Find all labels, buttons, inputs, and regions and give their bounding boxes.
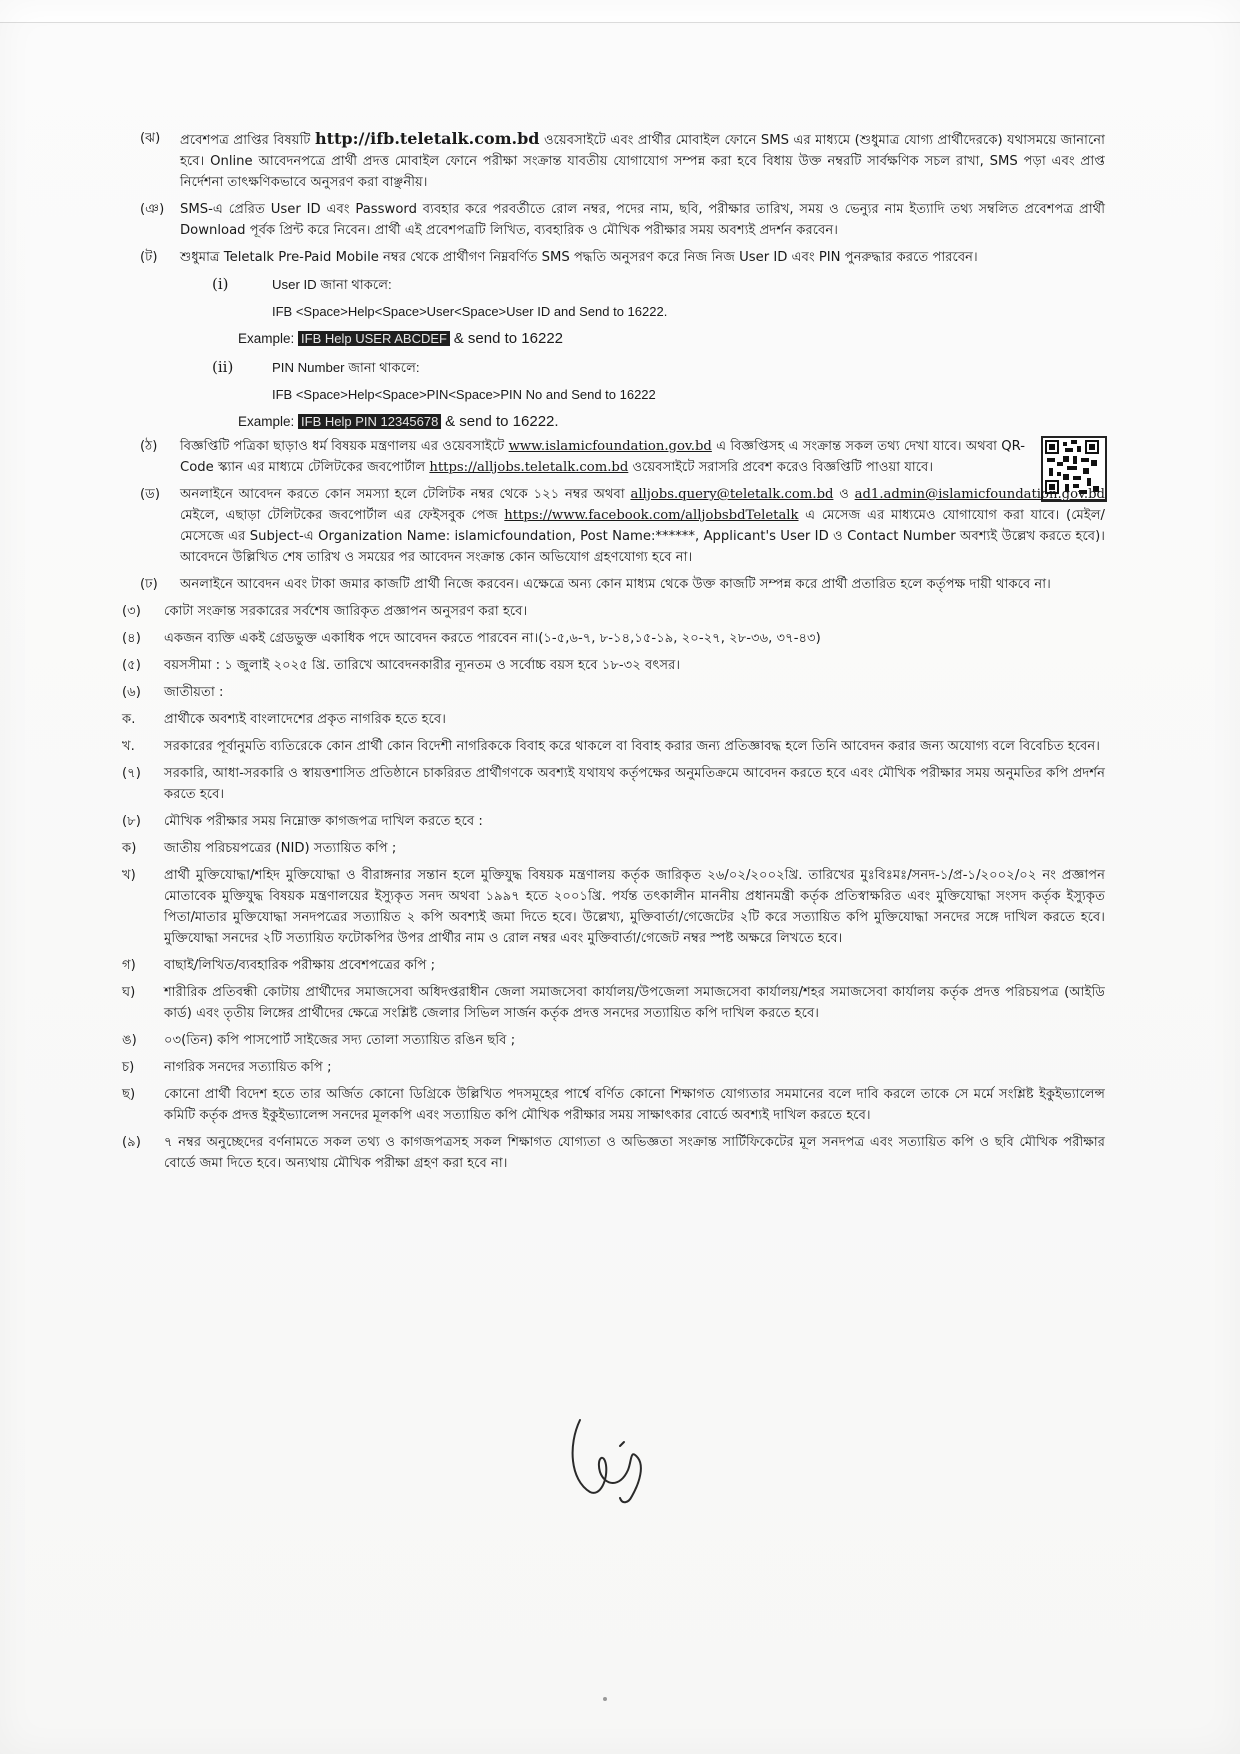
roman-label: (i) xyxy=(212,275,229,293)
example-highlight: IFB Help PIN 12345678 xyxy=(298,414,441,429)
clause-label: (ঞ) xyxy=(140,202,165,217)
sms-userid-title: User ID জানা থাকলে: xyxy=(272,277,392,292)
clause-text: প্রবেশপত্র প্রাপ্তির বিষয়টি http://ifb.teletalk.com.bd ওয়েবসাইটে এবং প্রার্থীর মোবাইল ফোনে SMS এর মাধ্যমে (শুধুমাত্র যোগ্য প্রার্থীদেরকে) যথাসময়ে জানানো হবে। Online আবেদনপত্রে প্রার্থী প্রদত্ত মোবাইল ফোনে পরীক্ষা সংক্রান্ত যাবতীয় যোগাযোগ সম্পন্ন করা হবে বিধায় উক্ত নম্বরটি সার্বক্ষণিক সচল রাখা, SMS পড়া এবং প্রাপ্ত নির্দেশনা তাৎক্ষণিকভাবে অনুসরণ করা বাঞ্ছনীয়। xyxy=(180,129,1105,190)
clause-text: কোনো প্রার্থী বিদেশ হতে তার অর্জিত কোনো ডিগ্রিকে উল্লিখিত পদসমূহের পার্শ্বে বর্ণিত কোনো শিক্ষাগত যোগ্যতার সমমানের বলে দাবি করলে তাকে সে মর্মে সংশ্লিষ্ট ইকুইভ্যালেন্স কমিটি কর্তৃক প্রদত্ত ইকুইভ্যালেন্স সনদের মূলকপি এবং সত্যায়িত কপি মৌখিক পরীক্ষার সময় সাক্ষাৎকার বোর্ডে অবশ্যই দাখিল করতে হবে। xyxy=(164,1087,1105,1123)
clause-text: শারীরিক প্রতিবন্ধী কোটায় প্রার্থীদের সমাজসেবা অধিদপ্তরাধীন জেলা সমাজসেবা কার্যালয়/উপজেলা সমাজসেবা কার্যালয়/শহর সমাজসেবা কার্যালয় কর্তৃক প্রদত্ত পরিচয়পত্র (আইডি কার্ড) এবং তৃতীয় লিঙ্গের প্রার্থীদের ক্ষেত্রে সংশ্লিষ্ট জেলার সিভিল সার্জন কর্তৃক প্রদত্ত সনদের সত্যায়িত কপি দাখিল করতে হবে। xyxy=(164,985,1105,1021)
document-chha xyxy=(122,1084,1105,1126)
islamic-foundation-link[interactable]: www.islamicfoundation.gov.bd xyxy=(508,439,712,454)
sms-pin-row xyxy=(212,357,1105,378)
clause-text: বয়সসীমা : ১ জুলাই ২০২৫ খ্রি. তারিখে আবেদনকারীর ন্যূনতম ও সর্বোচ্চ বয়স হবে ১৮-৩২ বৎসর। xyxy=(164,658,681,673)
clause-label: ছ) xyxy=(122,1087,136,1102)
clause-text: অনলাইনে আবেদন এবং টাকা জমার কাজটি প্রার্থী নিজে করবেন। এক্ষেত্রে অন্য কোন মাধ্যম থেকে উক্ত কাজটি সম্পন্ন করে প্রার্থী প্রতারিত হলে কর্তৃপক্ষ দায়ী থাকবে না। xyxy=(180,577,1051,592)
clause-label: (৫) xyxy=(122,658,141,673)
clause-text: নাগরিক সনদের সত্যায়িত কপি ; xyxy=(164,1060,332,1075)
clause-text: বিজ্ঞপ্তিটি পত্রিকা ছাড়াও ধর্ম বিষয়ক মন্ত্রণালয় এর ওয়েবসাইটে www.islamicfoundation.gov.bd এ বিজ্ঞপ্তিসহ এ সংক্রান্ত সকল তথ্য দেখা যাবে। অথবা QR-Code স্ক্যান এর মাধ্যমে টেলিটকের জবপোর্টাল https://alljobs.teletalk.com.bd ওয়েবসাইটে সরাসরি প্রবেশ করেও বিজ্ঞপ্তিটি পাওয়া যাবে। xyxy=(180,439,1025,475)
roman-label: (ii) xyxy=(212,358,234,376)
sms-userid-row xyxy=(212,274,1105,295)
alljobs-teletalk-link[interactable]: https://alljobs.teletalk.com.bd xyxy=(429,460,629,475)
clause-text: বাছাই/লিখিত/ব্যবহারিক পরীক্ষায় প্রবেশপত্রের কপি ; xyxy=(164,958,436,973)
clause-9 xyxy=(122,1132,1105,1174)
clause-label: (ট) xyxy=(140,250,158,265)
clause-7 xyxy=(122,763,1105,805)
clause-text: মৌখিক পরীক্ষার সময় নিম্নোক্ত কাগজপত্র দাখিল করতে হবে : xyxy=(164,814,483,829)
nationality-ka xyxy=(122,709,1105,730)
clause-6 xyxy=(122,682,1105,703)
clause-8 xyxy=(122,811,1105,832)
clause-label: (ঢ) xyxy=(140,577,158,592)
scan-speck xyxy=(603,1697,607,1701)
clause-dha xyxy=(140,574,1105,595)
example-highlight: IFB Help USER ABCDEF xyxy=(298,331,450,346)
sms-pin-command: IFB <Space>Help<Space>PIN<Space>PIN No and Send to 16222 xyxy=(272,387,656,402)
document-cha xyxy=(122,1057,1105,1078)
document-body xyxy=(122,128,1105,1180)
document-uma xyxy=(122,1030,1105,1051)
clause-label: (৮) xyxy=(122,814,141,829)
clause-ta xyxy=(140,247,1105,268)
clause-label: ঙ) xyxy=(122,1033,137,1048)
document-kha xyxy=(122,865,1105,949)
clause-text: অনলাইনে আবেদন করতে কোন সমস্যা হলে টেলিটক নম্বর থেকে ১২১ নম্বর অথবা alljobs.query@teletalk.com.bd ও ad1.admin@islamicfoundation.gov.bd মেইলে, এছাড়া টেলিটকের জবপোর্টাল এর ফেইসবুক পেজ https://www.facebook.com/alljobsbdTeletalk এ মেসেজ এর মাধ্যমেও যোগাযোগ করা যাবে। (মেইল/মেসেজে এর Subject-এ Organization Name: islamicfoundation, Post Name:******, Applicant's User ID ও Contact Number অবশ্যই উল্লেখ করতে হবে)। আবেদনে উল্লিখিত শেষ তারিখ ও সময়ের পর আবেদন সংক্রান্ত কোন অভিযোগ গ্রহণযোগ্য হবে না। xyxy=(180,487,1105,565)
islamic-foundation-email-link[interactable]: ad1.admin@islamicfoundation.gov.bd xyxy=(854,487,1105,502)
clause-text: জাতীয় পরিচয়পত্রের (NID) সত্যায়িত কপি ; xyxy=(164,841,397,856)
document-ga xyxy=(122,955,1105,976)
facebook-page-link[interactable]: https://www.facebook.com/alljobsbdTeletalk xyxy=(504,508,799,523)
clause-label: (ঠ) xyxy=(140,439,158,454)
clause-label: (ড) xyxy=(140,487,160,502)
clause-text: জাতীয়তা : xyxy=(164,685,224,700)
clause-label: (৩) xyxy=(122,604,141,619)
clause-3 xyxy=(122,601,1105,622)
clause-da xyxy=(140,484,1105,568)
sms-userid-example: Example: IFB Help USER ABCDEF & send to 16222 xyxy=(238,330,564,347)
clause-text: SMS-এ প্রেরিত User ID এবং Password ব্যবহার করে পরবর্তীতে রোল নম্বর, পদের নাম, ছবি, পরীক্ষার তারিখ, সময় ও ভেন্যুর নাম ইত্যাদি তথ্য সম্বলিত প্রবেশপত্র প্রার্থী Download পূর্বক প্রিন্ট করে নিবেন। প্রার্থী এই প্রবেশপত্রটি লিখিত, ব্যবহারিক ও মৌখিক পরীক্ষার সময় অবশ্যই প্রদর্শন করবেন। xyxy=(180,202,1105,238)
clause-text: ৭ নম্বর অনুচ্ছেদের বর্ণনামতে সকল তথ্য ও কাগজপত্রসহ সকল শিক্ষাগত যোগ্যতা ও অভিজ্ঞতা সংক্রান্ত সার্টিফিকেটের মূল সনদপত্র এবং সত্যায়িত কপি ও ছবি মৌখিক পরীক্ষার বোর্ডে জমা দিতে হবে। অন্যথায় মৌখিক পরীক্ষা গ্রহণ করা হবে না। xyxy=(164,1135,1105,1171)
sms-pin-example: Example: IFB Help PIN 12345678 & send to 16222. xyxy=(238,413,559,430)
clause-text: ০৩(তিন) কপি পাসপোর্ট সাইজের সদ্য তোলা সত্যায়িত রঙিন ছবি ; xyxy=(164,1033,516,1048)
clause-jha xyxy=(140,128,1105,193)
sms-userid-command: IFB <Space>Help<Space>User<Space>User ID and Send to 16222. xyxy=(272,304,668,319)
clause-text: সরকারের পূর্বানুমতি ব্যতিরেকে কোন প্রার্থী কোন বিদেশী নাগরিককে বিবাহ করে থাকলে বা বিবাহ করার জন্য প্রতিজ্ঞাবদ্ধ হলে তিনি আবেদন করার জন্য অযোগ্য বলে বিবেচিত হবেন। xyxy=(164,739,1100,754)
document-gha xyxy=(122,982,1105,1024)
ifb-website-link[interactable]: http://ifb.teletalk.com.bd xyxy=(314,129,540,148)
clause-label: (৭) xyxy=(122,766,141,781)
clause-label: চ) xyxy=(122,1060,135,1075)
clause-text: প্রার্থীকে অবশ্যই বাংলাদেশের প্রকৃত নাগরিক হতে হবে। xyxy=(164,712,446,727)
scan-top-edge xyxy=(0,0,1240,23)
clause-text: প্রার্থী মুক্তিযোদ্ধা/শহিদ মুক্তিযোদ্ধা ও বীরাঙ্গনার সন্তান হলে মুক্তিযুদ্ধ বিষয়ক মন্ত্রণালয় কর্তৃক জারিকৃত ২৬/০২/২০০২খ্রি. তারিখের মুঃবিঃমঃ/সনদ-১/প্র-১/২০০২/০২ নং প্রজ্ঞাপন মোতাবেক মুক্তিযুদ্ধ বিষয়ক মন্ত্রণালয়ের ইস্যুকৃত সনদ অথবা ১৯৯৭ হতে ২০০১খ্রি. পর্যন্ত তৎকালীন মাননীয় প্রধানমন্ত্রী কর্তৃক প্রতিস্বাক্ষরিত এবং মুক্তিযোদ্ধা সংসদ কর্তৃক ইস্যুকৃত পিতা/মাতার মুক্তিযোদ্ধা সনদপত্রের সত্যায়িত ২ কপি অবশ্যই জমা দিতে হবে। উল্লেখ্য, মুক্তিবার্তা/গেজেটের ২টি করে সত্যায়িত কপি মুক্তিযোদ্ধা সনদের সঙ্গে দাখিল করতে হবে। মুক্তিযোদ্ধা সনদের ২টি সত্যায়িত ফটোকপির উপর প্রার্থীর নাম ও রোল নম্বর এবং মুক্তিবার্তা/গেজেট নম্বর স্পষ্ট অক্ষরে লিখতে হবে। xyxy=(164,868,1105,946)
clause-label: গ) xyxy=(122,958,136,973)
clause-text: সরকারি, আধা-সরকারি ও স্বায়ত্তশাসিত প্রতিষ্ঠানে চাকরিরত প্রার্থীগণকে অবশ্যই যথাযথ কর্তৃপক্ষের অনুমতিক্রমে আবেদন করতে হবে এবং মৌখিক পরীক্ষার সময় অনুমতির কপি প্রদর্শন করতে হবে। xyxy=(164,766,1105,802)
clause-label: (৬) xyxy=(122,685,141,700)
clause-text: শুধুমাত্র Teletalk Pre-Paid Mobile নম্বর থেকে প্রার্থীগণ নিম্নবর্ণিত SMS পদ্ধতি অনুসরণ করে নিজ নিজ User ID এবং PIN পুনরুদ্ধার করতে পারবেন। xyxy=(180,250,978,265)
sms-pin-title: PIN Number জানা থাকলে: xyxy=(272,360,420,375)
clause-nya xyxy=(140,199,1105,241)
clause-label: ঘ) xyxy=(122,985,136,1000)
document-ka xyxy=(122,838,1105,859)
teletalk-query-email-link[interactable]: alljobs.query@teletalk.com.bd xyxy=(630,487,834,502)
handwritten-signature xyxy=(560,1400,690,1510)
clause-label: ক) xyxy=(122,841,137,856)
clause-text: একজন ব্যক্তি একই গ্রেডভুক্ত একাধিক পদে আবেদন করতে পারবেন না।(১-৫,৬-৭, ৮-১৪,১৫-১৯, ২০-২৭, ২৮-৩৬, ৩৭-৪৩) xyxy=(164,631,821,646)
clause-label: খ) xyxy=(122,868,136,883)
clause-5 xyxy=(122,655,1105,676)
clause-label: (ঝ) xyxy=(140,131,161,146)
clause-label: খ. xyxy=(122,739,135,754)
clause-label: ক. xyxy=(122,712,136,727)
sms-instructions xyxy=(212,274,1105,432)
clause-4 xyxy=(122,628,1105,649)
clause-tha xyxy=(140,436,1105,478)
clause-label: (৪) xyxy=(122,631,141,646)
nationality-kha xyxy=(122,736,1105,757)
clause-label: (৯) xyxy=(122,1135,141,1150)
clause-text: কোটা সংক্রান্ত সরকারের সর্বশেষ জারিকৃত প্রজ্ঞাপন অনুসরণ করা হবে। xyxy=(164,604,528,619)
